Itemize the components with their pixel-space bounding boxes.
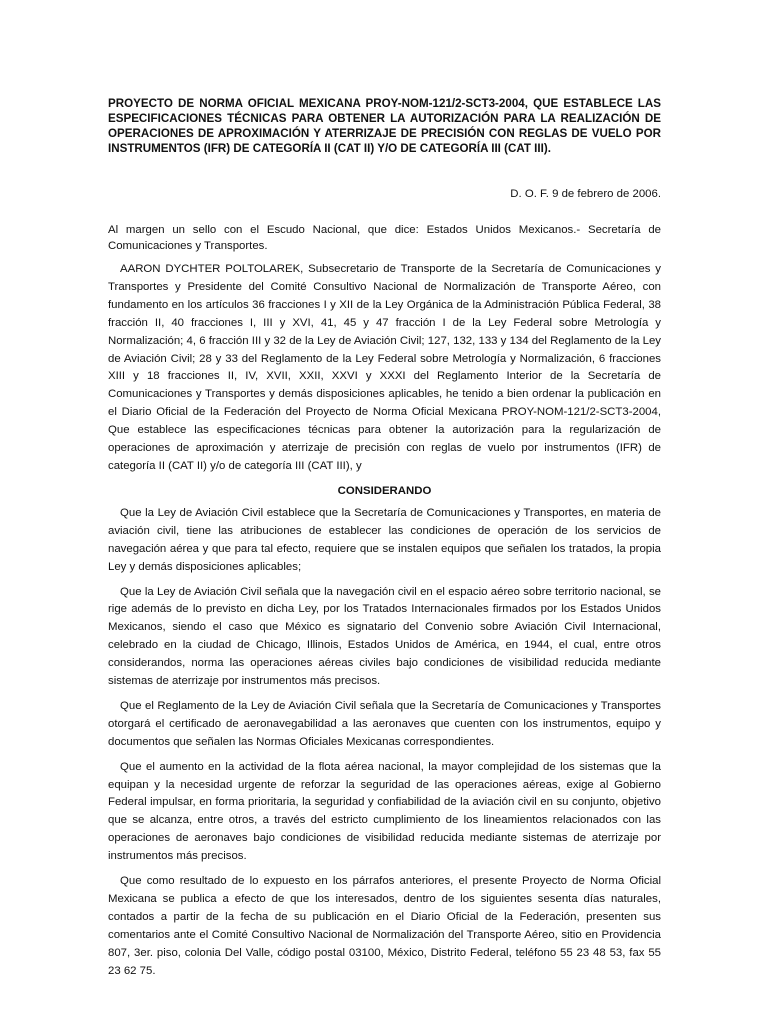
considerando-paragraph-4: Que el aumento en la actividad de la flota aérea nacional, la mayor complejidad de los sistemas que la equipan y la necesidad urgente de reforzar la seguridad de las operaciones aéreas, exige al Gobierno Federal impulsar, en forma prioritaria, la seguridad y confiabilidad de la aviación civil en su conjunto, objetivo que se alcanza, entre otros, a través del estricto cumplimiento de los lineamientos relacionados con las operaciones de aeronaves bajo condiciones de visibilidad reducida mediante sistemas de aterrizaje por instrumentos más precisos. <box>108 760 661 863</box>
considerando-paragraph-3: Que el Reglamento de la Ley de Aviación Civil señala que la Secretaría de Comunicaciones y Transportes otorgará el certificado de aeronavegabilidad a las aeronaves que cuenten con los instrumentos, equipo y documentos que señalen las Normas Oficiales Mexicanas correspondientes. <box>108 699 661 748</box>
considerando-paragraph-2: Que la Ley de Aviación Civil señala que la navegación civil en el espacio aéreo sobre territorio nacional, se rige además de lo previsto en dicha Ley, por los Tratados Internacionales firmados por los Estados Unidos Mexicanos, siendo el caso que México es signatario del Convenio sobre Aviación Civil Internacional, celebrado en la ciudad de Chicago, Illinois, Estados Unidos de América, en 1944, el cual, entre otros considerandos, norma las operaciones aéreas civiles bajo condiciones de visibilidad reducida mediante sistemas de aterrizaje por instrumentos más precisos. <box>108 585 661 688</box>
margin-note: Al margen un sello con el Escudo Nacional, que dice: Estados Unidos Mexicanos.- Secretaría de Comunicaciones y Transportes. <box>108 224 661 252</box>
considerando-paragraph-1: Que la Ley de Aviación Civil establece que la Secretaría de Comunicaciones y Transportes, en materia de aviación civil, tiene las atribuciones de establecer las condiciones de operación de los servicios de navegación aérea y que para tal efecto, requiere que se instalen equipos que señalen los tratados, la propia Ley y demás disposiciones aplicables; <box>108 506 661 573</box>
document-title: PROYECTO DE NORMA OFICIAL MEXICANA PROY-NOM-121/2-SCT3-2004, QUE ESTABLECE LAS ESPECIFICACIONES TÉCNICAS PARA OBTENER LA AUTORIZACIÓN PARA LA REALIZACIÓN DE OPERACIONES DE APROXIMACIÓN Y ATERRIZAJE DE PRECISIÓN CON REGLAS DE VUELO POR INSTRUMENTOS (IFR) DE CATEGORÍA II (CAT II) Y/O DE CATEGORÍA III (CAT III). <box>108 97 661 155</box>
section-heading: CONSIDERANDO <box>337 484 432 497</box>
preamble-paragraph: AARON DYCHTER POLTOLAREK, Subsecretario de Transporte de la Secretaría de Comunicaciones y Transportes y Presidente del Comité Consultivo Nacional de Normalización de Transporte Aéreo, con fundamento en los artículos 36 fracciones I y XII de la Ley Orgánica de la Administración Pública Federal, 38 fracción II, 40 fracciones I, III y XVI, 41, 45 y 47 fracción I de la Ley Federal sobre Metrología y Normalización; 4, 6 fracción III y 32 de la Ley de Aviación Civil; 127, 132, 133 y 134 del Reglamento de la Ley de Aviación Civil; 28 y 33 del Reglamento de la Ley Federal sobre Metrología y Normalización, 6 fracciones XIII y 18 fracciones II, IV, XVII, XXII, XXVI y XXXI del Reglamento Interior de la Secretaría de Comunicaciones y Transportes y demás disposiciones aplicables, he tenido a bien ordenar la publicación en el Diario Oficial de la Federación del Proyecto de Norma Oficial Mexicana PROY-NOM-121/2-SCT3-2004, Que establece las especificaciones técnicas para obtener la autorización para la regularización de operaciones de aproximación y aterrizaje de precisión con reglas de vuelo por instrumentos (IFR) de categoría II (CAT II) y/o de categoría III (CAT III), y <box>108 263 661 472</box>
document-page <box>108 96 661 981</box>
publication-date: D. O. F. 9 de febrero de 2006. <box>510 188 661 200</box>
considerando-paragraph-5: Que como resultado de lo expuesto en los párrafos anteriores, el presente Proyecto de Norma Oficial Mexicana se publica a efecto de que los interesados, dentro de los siguientes sesenta días naturales, contados a partir de la fecha de su publicación en el Diario Oficial de la Federación, presenten sus comentarios ante el Comité Consultivo Nacional de Normalización del Transporte Aéreo, sitio en Providencia 807, 3er. piso, colonia Del Valle, código postal 03100, México, Distrito Federal, teléfono 55 23 48 53, fax 55 23 62 75. <box>108 875 661 977</box>
